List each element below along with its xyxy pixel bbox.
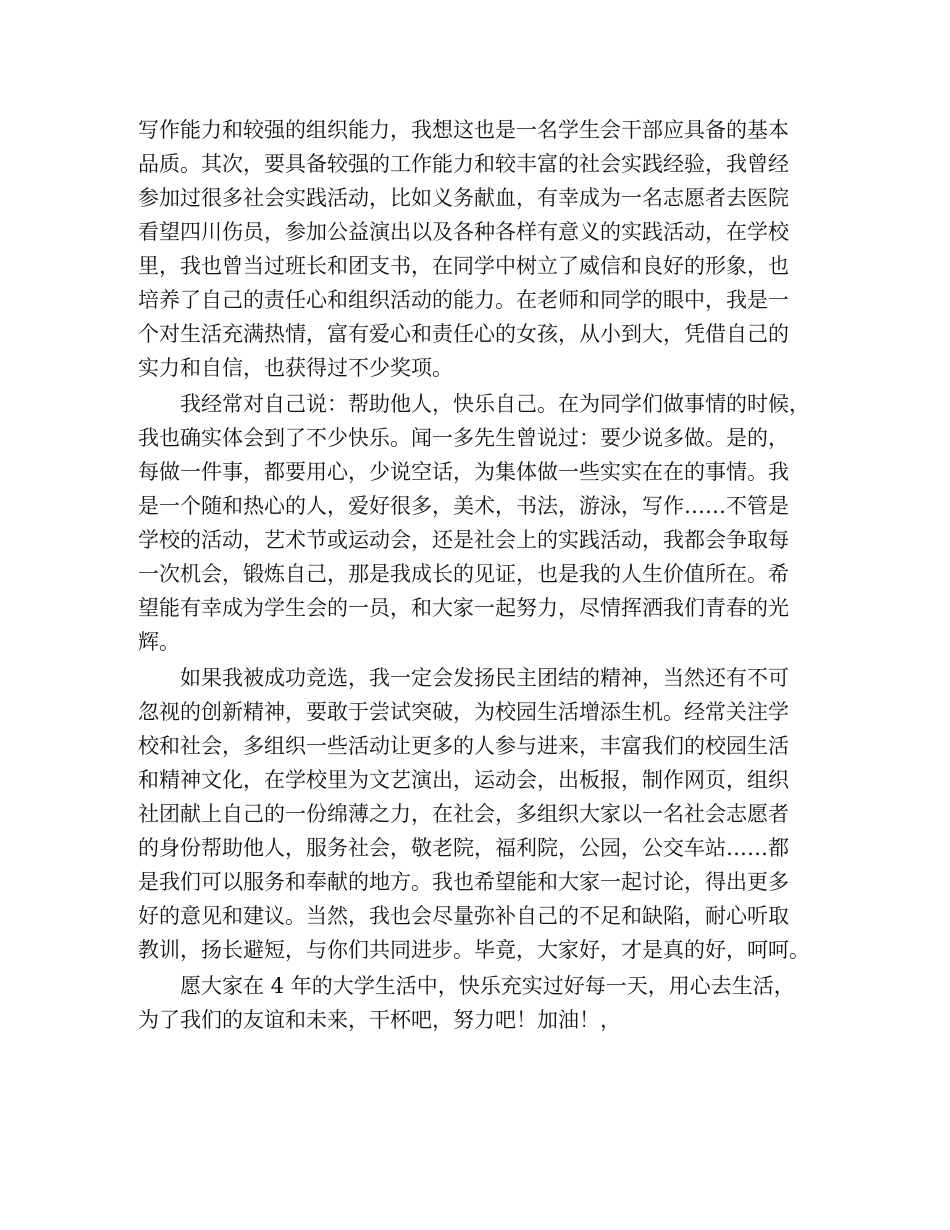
text-line: 写作能力和较强的组织能力，我想这也是一名学生会干部应具备的基本 bbox=[138, 118, 789, 142]
text-line: 我也确实体会到了不少快乐。闻一多先生曾说过：要少说多做。是的， bbox=[138, 426, 789, 450]
text-line: 一次机会，锻炼自己，那是我成长的见证，也是我的人生价值所在。希 bbox=[138, 562, 789, 586]
text-line: 和精神文化，在学校里为文艺演出，运动会，出板报，制作网页，组织 bbox=[138, 768, 789, 792]
text-line: 是一个随和热心的人，爱好很多，美术，书法，游泳，写作……不管是 bbox=[138, 494, 789, 518]
text-line: 看望四川伤员，参加公益演出以及各种各样有意义的实践活动，在学校 bbox=[138, 220, 789, 244]
text-line: 的身份帮助他人，服务社会，敬老院，福利院，公园，公交车站……都 bbox=[138, 836, 789, 860]
text-line: 个对生活充满热情，富有爱心和责任心的女孩，从小到大，凭借自己的 bbox=[138, 322, 789, 346]
text-line: 如果我被成功竞选，我一定会发扬民主团结的精神，当然还有不可 bbox=[138, 666, 789, 690]
text-line: 品质。其次，要具备较强的工作能力和较丰富的社会实践经验，我曾经 bbox=[138, 152, 789, 176]
text-line: 实力和自信，也获得过不少奖项。 bbox=[138, 356, 453, 380]
text-line: 为了我们的友谊和未来，干杯吧，努力吧！加油！， bbox=[138, 1008, 621, 1032]
text-line: 社团献上自己的一份绵薄之力，在社会，多组织大家以一名社会志愿者 bbox=[138, 802, 789, 826]
text-line: 辉。 bbox=[138, 630, 180, 654]
text-line: 忽视的创新精神，要敢于尝试突破，为校园生活增添生机。经常关注学 bbox=[138, 700, 789, 724]
paragraph-1 bbox=[138, 113, 828, 385]
text-line: 愿大家在 4 年的大学生活中，快乐充实过好每一天，用心去生活， bbox=[138, 974, 795, 998]
text-line: 我经常对自己说：帮助他人，快乐自己。在为同学们做事情的时候， bbox=[138, 392, 810, 416]
paragraph-4 bbox=[138, 969, 828, 1037]
text-line: 里，我也曾当过班长和团支书，在同学中树立了威信和良好的形象，也 bbox=[138, 254, 789, 278]
text-line: 好的意见和建议。当然，我也会尽量弥补自己的不足和缺陷，耐心听取 bbox=[138, 904, 789, 928]
document-body bbox=[138, 113, 828, 1037]
paragraph-3 bbox=[138, 661, 828, 967]
text-line: 学校的活动，艺术节或运动会，还是社会上的实践活动，我都会争取每 bbox=[138, 528, 789, 552]
text-line: 培养了自己的责任心和组织活动的能力。在老师和同学的眼中，我是一 bbox=[138, 288, 789, 312]
text-line: 每做一件事，都要用心，少说空话，为集体做一些实实在在的事情。我 bbox=[138, 460, 789, 484]
text-line: 教训，扬长避短，与你们共同进步。毕竟，大家好，才是真的好，呵呵。 bbox=[138, 938, 810, 962]
text-line: 望能有幸成为学生会的一员，和大家一起努力，尽情挥洒我们青春的光 bbox=[138, 596, 789, 620]
text-line: 参加过很多社会实践活动，比如义务献血，有幸成为一名志愿者去医院 bbox=[138, 186, 789, 210]
text-line: 是我们可以服务和奉献的地方。我也希望能和大家一起讨论，得出更多 bbox=[138, 870, 789, 894]
paragraph-2 bbox=[138, 387, 828, 659]
text-line: 校和社会，多组织一些活动让更多的人参与进来，丰富我们的校园生活 bbox=[138, 734, 789, 758]
